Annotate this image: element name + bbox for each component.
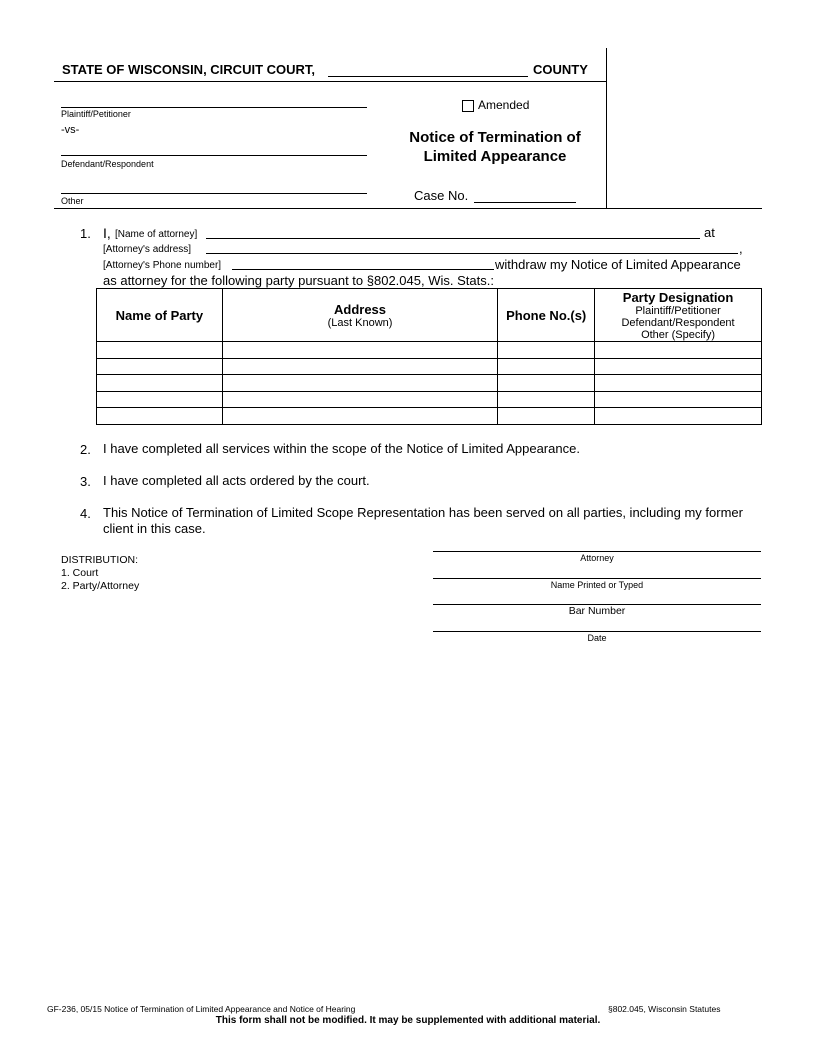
attorney-label: Attorney	[580, 553, 614, 563]
cell-name[interactable]	[97, 342, 223, 359]
case-no-field[interactable]	[474, 202, 576, 203]
date-label: Date	[587, 633, 607, 643]
cell-phone[interactable]	[498, 391, 595, 408]
cell-name[interactable]	[97, 358, 223, 375]
attorney-name-field[interactable]	[206, 238, 700, 239]
cell-name[interactable]	[97, 391, 223, 408]
other-party-field[interactable]	[61, 193, 367, 194]
date-field[interactable]	[433, 631, 761, 632]
form-title-line2: Limited Appearance	[423, 148, 567, 165]
cell-designation[interactable]	[595, 342, 762, 359]
cell-designation[interactable]	[595, 358, 762, 375]
withdraw-text: withdraw my Notice of Limited Appearance	[495, 257, 741, 272]
as-attorney-text: as attorney for the following party pursuant to §802.045, Wis. Stats.:	[103, 273, 494, 288]
name-printed-field[interactable]	[433, 578, 761, 579]
footer-form-id: GF-236, 05/15 Notice of Termination of Limited Appearance and Notice of Hearing	[47, 1004, 356, 1014]
table-row	[97, 375, 762, 392]
defendant-field[interactable]	[61, 155, 367, 156]
defendant-label: Defendant/Respondent	[61, 159, 154, 169]
name-printed-label: Name Printed or Typed	[550, 580, 644, 590]
bar-number-rule	[433, 604, 761, 605]
item4-number: 4.	[80, 506, 91, 521]
attorney-phone-field[interactable]	[232, 269, 494, 270]
cell-designation[interactable]	[595, 408, 762, 425]
cell-phone[interactable]	[498, 358, 595, 375]
distribution-court: 1. Court	[61, 567, 99, 579]
cell-address[interactable]	[222, 391, 497, 408]
other-label: Other	[61, 196, 84, 206]
court-label: STATE OF WISCONSIN, CIRCUIT COURT,	[62, 62, 316, 77]
col-address-sub: (Last Known)	[327, 316, 393, 329]
county-field[interactable]	[328, 76, 528, 77]
form-title	[380, 128, 610, 166]
item2-text: I have completed all services within the scope of the Notice of Limited Appearance.	[103, 441, 580, 456]
cell-address[interactable]	[222, 342, 497, 359]
cell-address[interactable]	[222, 358, 497, 375]
distribution-title: DISTRIBUTION:	[61, 554, 139, 566]
distribution-party: 2. Party/Attorney	[61, 580, 140, 592]
item1-i: I,	[103, 225, 111, 241]
attorney-signature-field[interactable]	[433, 551, 761, 552]
col-address-label: Address	[334, 301, 387, 317]
attorney-name-label: [Name of attorney]	[115, 229, 198, 240]
cell-name[interactable]	[97, 408, 223, 425]
distribution	[61, 554, 139, 593]
table-row	[97, 391, 762, 408]
col-designation-sub2: Defendant/Respondent	[621, 316, 735, 329]
county-label: COUNTY	[533, 62, 588, 77]
attorney-address-field[interactable]	[206, 253, 738, 254]
cell-name[interactable]	[97, 375, 223, 392]
col-designation-label: Party Designation	[622, 289, 734, 305]
bar-number-value[interactable]: Bar Number	[568, 605, 626, 617]
caption-top-rule	[54, 81, 606, 82]
cell-phone[interactable]	[498, 408, 595, 425]
col-phone: Phone No.(s)	[498, 289, 595, 342]
party-table	[96, 288, 762, 425]
item2-number: 2.	[80, 442, 91, 457]
item4-text: This Notice of Termination of Limited Scope Representation has been served on all parties, including my former client in this case.	[103, 505, 743, 536]
at-label: at	[704, 225, 715, 240]
cell-designation[interactable]	[595, 391, 762, 408]
col-designation-sub3: Other (Specify)	[641, 328, 716, 341]
amended-checkbox[interactable]	[462, 100, 474, 112]
case-no-label: Case No.	[414, 188, 469, 203]
col-party-designation	[595, 289, 762, 342]
table-row	[97, 358, 762, 375]
col-address	[222, 289, 497, 342]
table-row	[97, 342, 762, 359]
footer-statute: §802.045, Wisconsin Statutes	[608, 1004, 721, 1014]
versus-label: -vs-	[61, 124, 80, 136]
footer-notice: This form shall not be modified. It may be supplemented with additional material.	[215, 1015, 601, 1026]
cell-address[interactable]	[222, 375, 497, 392]
item3-number: 3.	[80, 474, 91, 489]
attorney-phone-label: [Attorney's Phone number]	[103, 260, 222, 271]
caption-bottom-rule	[54, 208, 762, 209]
address-comma: ,	[739, 241, 743, 256]
cell-phone[interactable]	[498, 375, 595, 392]
form-title-line1: Notice of Termination of	[409, 129, 581, 146]
item3-text: I have completed all acts ordered by the court.	[103, 473, 370, 488]
cell-phone[interactable]	[498, 342, 595, 359]
cell-designation[interactable]	[595, 375, 762, 392]
col-name-of-party: Name of Party	[97, 289, 223, 342]
table-header-row	[97, 289, 762, 342]
item1-number: 1.	[80, 226, 91, 241]
attorney-address-label: [Attorney's address]	[103, 244, 192, 255]
court-heading	[62, 62, 315, 77]
cell-address[interactable]	[222, 408, 497, 425]
col-designation-sub1: Plaintiff/Petitioner	[635, 304, 721, 317]
table-row	[97, 408, 762, 425]
amended-label: Amended	[478, 98, 530, 112]
plaintiff-label: Plaintiff/Petitioner	[61, 109, 131, 119]
plaintiff-field[interactable]	[61, 107, 367, 108]
